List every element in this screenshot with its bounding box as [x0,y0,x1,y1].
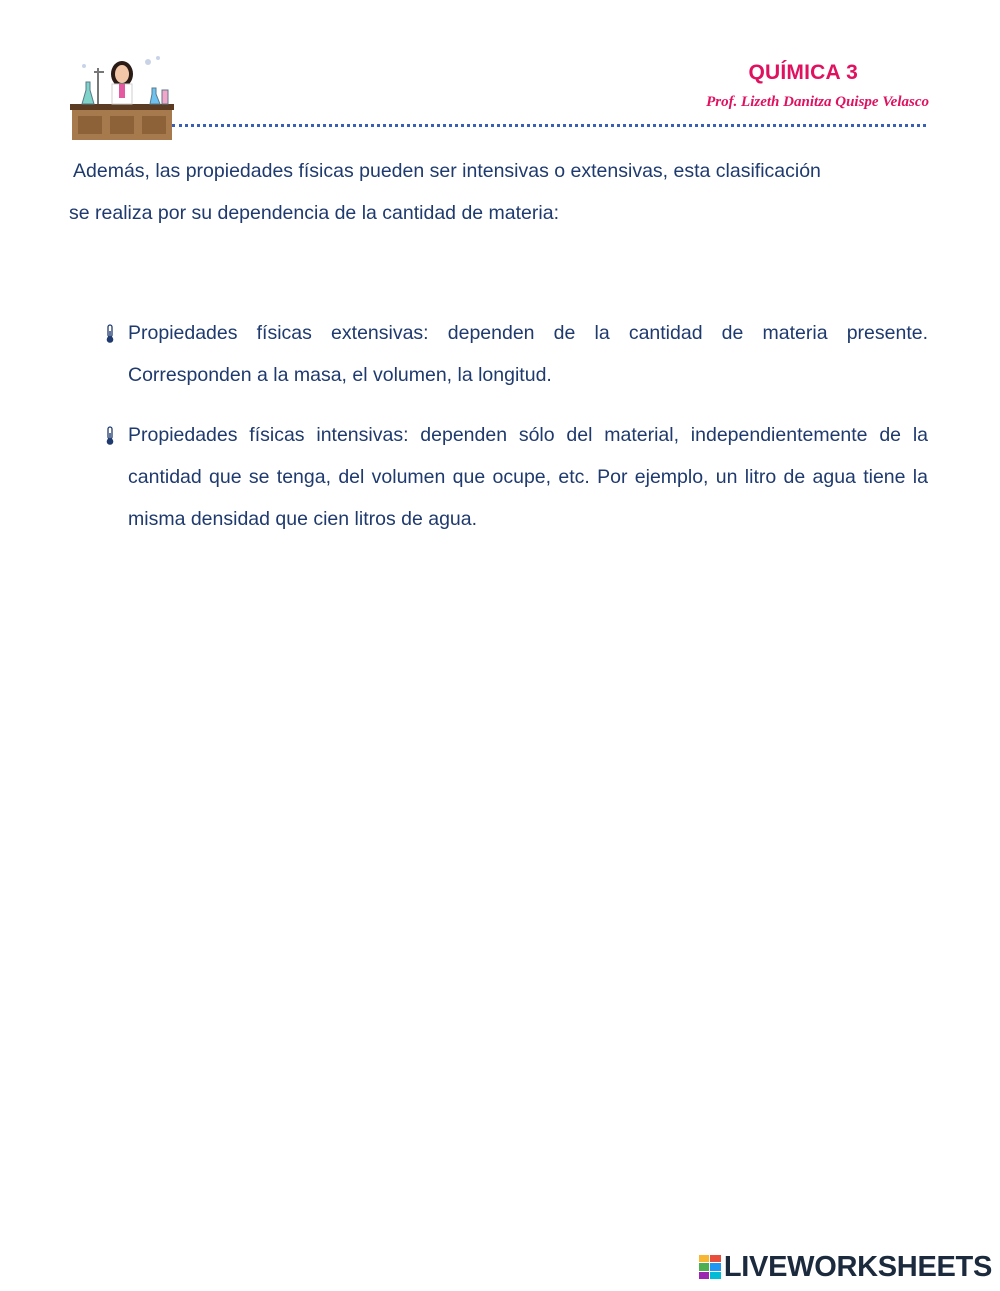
intro-line-2: se realiza por su dependencia de la cantidad de materia: [69,202,559,224]
bench-drawer [78,116,102,134]
flask-icon [82,82,94,104]
flask-icon [150,88,160,104]
list-item-text: Propiedades físicas intensivas: dependen sólo del material, independientemente de la cantidad que se tenga, del volumen que ocupe, etc. Por ejemplo, un litro de agua tiene la misma densidad que cien litros de agua. [128,424,928,530]
course-title: QUÍMICA 3 [748,61,858,84]
list-item-extensive [100,312,928,396]
liveworksheets-logo[interactable] [699,1250,992,1283]
header-divider [172,124,926,127]
thermometer-icon [105,426,115,446]
intro-paragraph [69,150,929,234]
property-list [100,312,928,558]
logo-text: LIVEWORKSHEETS [723,1250,992,1283]
teacher-shirt [119,84,125,98]
test-tube-icon [162,90,168,104]
list-item-intensive [100,414,928,540]
lab-teacher-illustration [70,54,174,140]
thermometer-icon [105,324,115,344]
bench-drawer [142,116,166,134]
logo-mark-icon [699,1255,721,1279]
intro-line-1: Además, las propiedades físicas pueden ser intensivas o extensivas, esta clasificación [73,160,821,182]
bench-drawer [110,116,134,134]
teacher-name: Prof. Lizeth Danitza Quispe Velasco [706,94,929,110]
teacher-face [115,65,129,83]
bench-top [70,104,174,110]
list-item-text: Propiedades físicas extensivas: dependen de la cantidad de materia presente. Corresponden a la masa, el volumen, la longitud. [128,322,928,386]
